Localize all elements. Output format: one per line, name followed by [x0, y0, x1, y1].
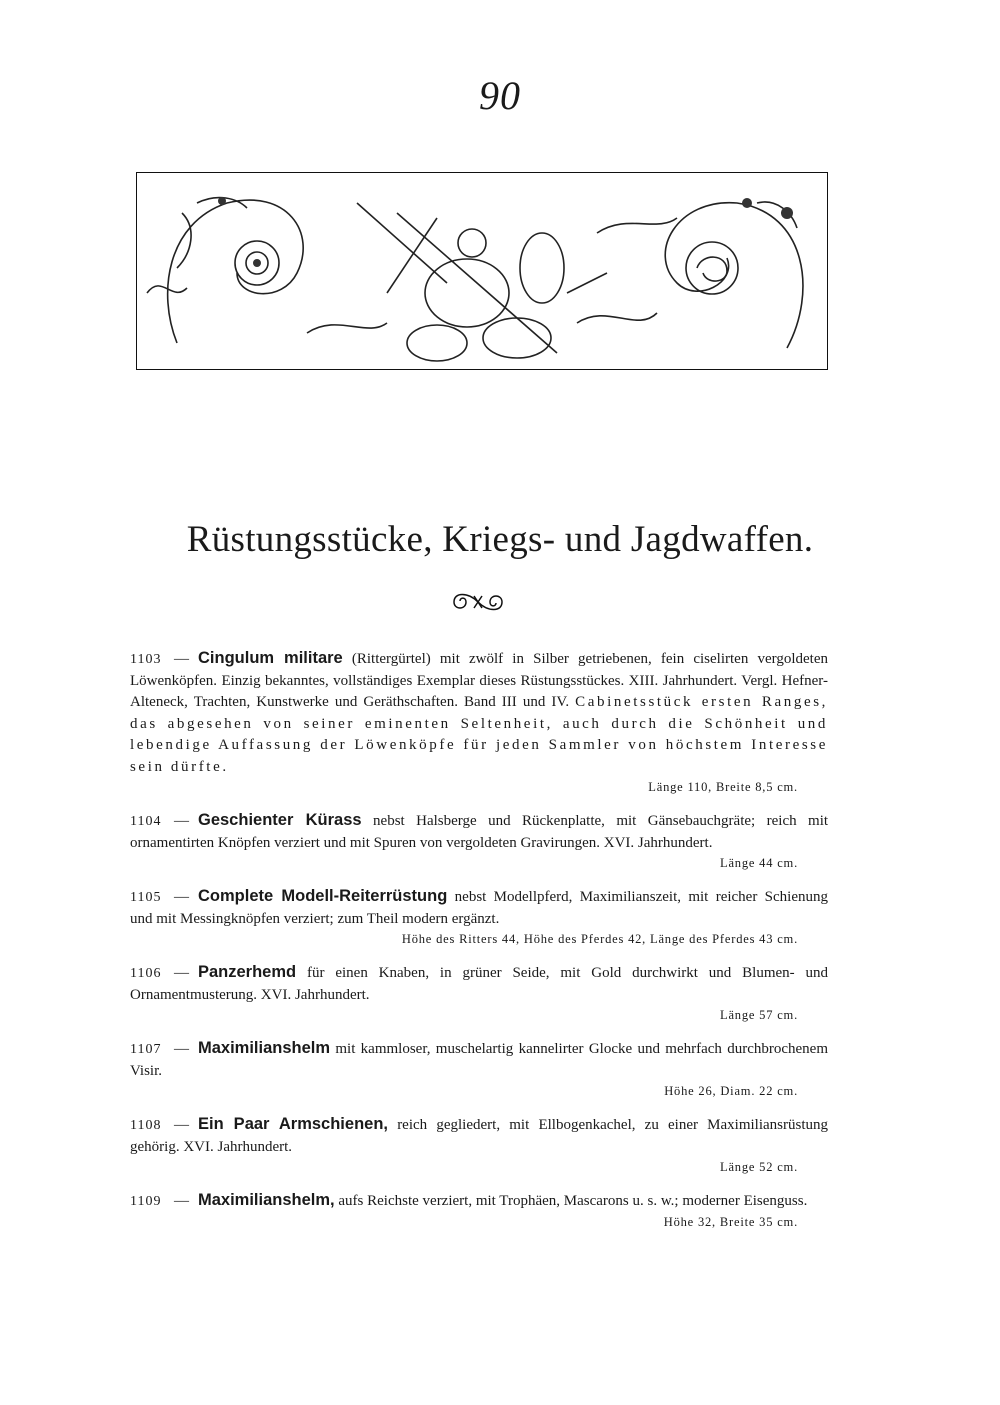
- catalogue-entry: [130, 648, 828, 796]
- entry-number: 1109: [130, 1194, 162, 1209]
- entry-dash: —: [174, 965, 189, 981]
- entry-title: Maximilianshelm: [198, 1039, 331, 1057]
- header-vignette-illustration: [136, 172, 828, 370]
- entry-number: 1108: [130, 1118, 162, 1133]
- entry-dash: —: [174, 1041, 189, 1057]
- entry-measurements: Länge 44 cm.: [720, 856, 798, 870]
- catalogue-entry: [130, 962, 828, 1024]
- entry-dash: —: [174, 1193, 189, 1209]
- entry-number: 1105: [130, 890, 162, 905]
- entry-title: Geschienter Kürass: [198, 811, 362, 829]
- entry-measurements: Länge 57 cm.: [720, 1008, 798, 1022]
- scroll-flourish-ornament: [448, 588, 508, 616]
- entry-dash: —: [174, 651, 189, 667]
- entry-measurements: Länge 52 cm.: [720, 1160, 798, 1174]
- entry-description: aufs Reichste verziert, mit Trophäen, Mascarons u. s. w.; moderner Eisenguss.: [338, 1193, 808, 1209]
- catalogue-entries: [130, 648, 828, 1245]
- entry-dash: —: [174, 889, 189, 905]
- entry-title: Panzerhemd: [198, 963, 297, 981]
- section-title: Rüstungsstücke, Kriegs- und Jagdwaffen.: [186, 519, 814, 560]
- entry-description: nebst Halsberge und Rückenplatte, mit Gänsebauchgräte; reich mit ornamentirten Knöpfen verziert und mit Spuren von vergoldeten Gravirungen. XVI. Jahrhundert.: [130, 813, 829, 851]
- entry-measurements: Höhe des Ritters 44, Höhe des Pferdes 42, Länge des Pferdes 43 cm.: [401, 932, 798, 946]
- catalogue-entry: [130, 886, 828, 948]
- entry-number: 1104: [130, 814, 162, 829]
- entry-description: für einen Knaben, in grüner Seide, mit Gold durchwirkt und Blumen- und Ornamentmusterung. XVI. Jahrhundert.: [130, 965, 828, 1003]
- entry-measurements: Höhe 26, Diam. 22 cm.: [664, 1084, 798, 1098]
- entry-title: Complete Modell-Reiterrüstung: [198, 887, 448, 905]
- entry-dash: —: [174, 813, 189, 829]
- entry-number: 1106: [130, 966, 162, 981]
- entry-measurements: Länge 110, Breite 8,5 cm.: [648, 780, 798, 794]
- entry-measurements: Höhe 32, Breite 35 cm.: [663, 1214, 798, 1229]
- entry-description: reich gegliedert, mit Ellbogenkachel, zu einer Maximiliansrüstung gehörig. XVI. Jahrhundert.: [130, 1117, 829, 1155]
- putti-arabesque-engraving: [137, 173, 827, 369]
- catalogue-entry: [130, 1114, 828, 1176]
- entry-title: Maximilianshelm,: [198, 1191, 335, 1209]
- entry-description: mit kammloser, muschelartig kannelirter Glocke und mehrfach durchbrochenem Visir.: [130, 1041, 828, 1079]
- entry-description: (Rittergürtel) mit zwölf in Silber getriebenen, fein ciselirten vergoldeten Löwenköpfen. Einzig bekanntes, vollständiges Exemplar dieses Rüstungsstückes. XIII. Jahrhundert. Vergl. Hefner-Alteneck, Trachten, Kunstwerke und Geräthschaften. Band III und IV.: [130, 651, 828, 710]
- entry-dash: —: [174, 1117, 189, 1133]
- entry-number: 1107: [130, 1042, 162, 1057]
- catalogue-entry: [130, 810, 828, 872]
- entry-description-spaced: Cabinetsstück ersten Ranges, das abgesehen von seiner eminenten Seltenheit, auch durch die Schönheit und lebendige Auffassung der Löwenköpfe für jeden Sammler von höchstem Interesse sein dürfte.: [130, 694, 828, 775]
- entry-number: 1103: [130, 652, 162, 667]
- catalogue-entry: [130, 1038, 828, 1100]
- entry-title: Ein Paar Armschienen,: [198, 1115, 388, 1133]
- catalogue-entry: [130, 1190, 828, 1231]
- entry-description: nebst Modellpferd, Maximilianszeit, mit reicher Schienung und mit Messingknöpfen verziert; zum Theil modern ergänzt.: [130, 889, 829, 927]
- entry-title: Cingulum militare: [198, 649, 343, 667]
- page-number: 90: [479, 73, 521, 118]
